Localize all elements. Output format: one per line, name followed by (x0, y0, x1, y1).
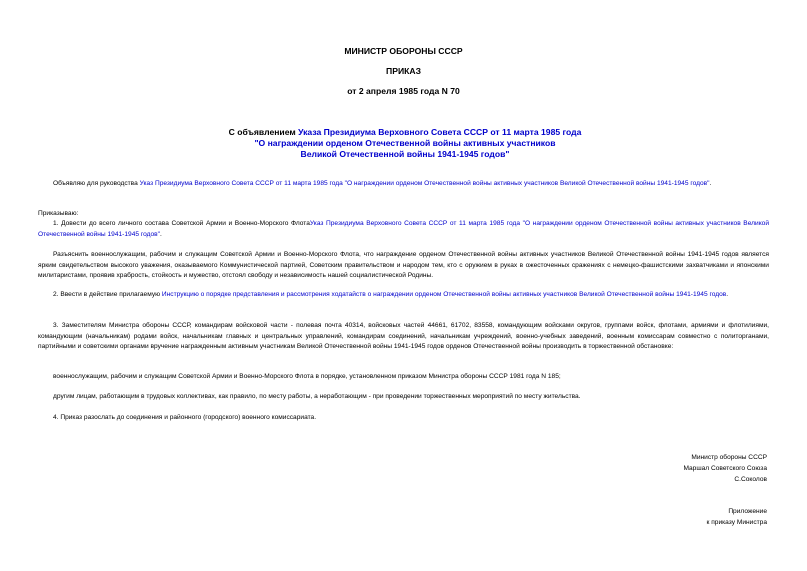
title-prefix: С объявлением (228, 127, 299, 137)
doc-title (150, 127, 660, 160)
signature-position: Министр обороны СССР (691, 454, 767, 461)
title-decree-link-line2[interactable]: "О награждении орденом Отечественной войны активных участников (254, 138, 556, 148)
paragraph-item-1: 1. Довести до всего личного состава Советской Армии и Военно-Морского ФлотаУказ Президиума Верховного Совета СССР от 11 марта 1985 года "О награждении орденом Отечественной войны активных участников Великой Отечественной войны 1941-1945 годов". (38, 220, 769, 238)
decree-link-2[interactable]: Указ Президиума Верховного Совета СССР от 11 марта 1985 года "О награждении орденом Отечественной войны активных участников Великой Отечественной войны 1941-1945 годов" (38, 220, 769, 238)
paragraph-item-4: 4. Приказ разослать до соединения и районного (городского) военного комиссариата. (53, 414, 317, 421)
signature-block (683, 453, 767, 485)
appendix-note (707, 507, 768, 529)
title-decree-link-line3[interactable]: Великой Отечественной войны 1941-1945 годов" (300, 149, 510, 159)
paragraph-order-label: Приказываю: (38, 210, 79, 217)
paragraph-item-2: 2. Ввести в действие прилагаемую Инструкцию о порядке представления и рассмотрения ходатайств о награждении орденом Отечественной войны активных участников Великой Отечественной войны 1941-1945 годов. (53, 291, 729, 298)
appendix-label: Приложение (728, 508, 767, 515)
paragraph-item-3: 3. Заместителям Министра обороны СССР, командирам войсковой части - полевая почта 40314, войсковых частей 44661, 61702, 83558, командующим войсками округов, группами войск, флотами, армиями и флотилиями, командующим (начальникам) родами войск, начальникам главных и центральных управлений, командирам соединений, начальникам учреждений, военно-учебных заведений, военным комиссарам совместно с политорганами, партийными и советскими органами вручение награжденным активным участникам Великой Отечественной войны 1941-1945 годов орденов Отечественной войны производить в торжественной обстановке: (38, 322, 769, 351)
instruction-link[interactable]: Инструкцию о порядке представления и рассмотрения ходатайств о награждении орденом Отечественной войны активных участников Великой Отечественной войны 1941-1945 годов (161, 291, 727, 298)
signature-name: С.Соколов (734, 475, 767, 483)
paragraph-announce: Объявляю для руководства Указ Президиума Верховного Совета СССР от 11 марта 1985 года "О награждении орденом Отечественной войны активных участников Великой Отечественной войны 1941-1945 годов". (53, 180, 712, 187)
paragraph-explain: Разъяснить военнослужащим, рабочим и служащим Советской Армии и Военно-Морского Флота, что награждение орденом Отечественной войны активных участников Великой Отечественной войны 1941-1945 годов является ярким свидетельством высокого уважения, оказываемого Коммунистической партией, Советским правительством и народом тем, кто с оружием в руках в ожесточенных сражениях с немецко-фашистскими захватчиками и японскими милитаристами, проявив храбрость, стойкость и мужество, отстоял свободу и независимость нашей социалистической Родины. (38, 251, 769, 280)
signature-rank: Маршал Советского Союза (683, 464, 767, 472)
appendix-ref: к приказу Министра (706, 518, 767, 526)
doc-authority: МИНИСТР ОБОРОНЫ СССР (344, 46, 463, 56)
doc-type: ПРИКАЗ (386, 66, 421, 76)
title-decree-link[interactable]: Указа Президиума Верховного Совета СССР от 11 марта 1985 года (298, 127, 582, 137)
paragraph-others: другим лицам, работающим в трудовых коллективах, как правило, по месту работы, а неработающим - при проведении торжественных мероприятий по месту жительства. (53, 393, 581, 400)
decree-link-1[interactable]: Указ Президиума Верховного Совета СССР от 11 марта 1985 года "О награждении орденом Отечественной войны активных участников Великой Отечественной войны 1941-1945 годов" (139, 180, 710, 187)
doc-date-number: от 2 апреля 1985 года N 70 (347, 86, 460, 96)
paragraph-servicemen: военнослужащим, рабочим и служащим Советской Армии и Военно-Морского Флота в порядке, установленном приказом Министра обороны СССР 1981 года N 185; (53, 373, 561, 380)
